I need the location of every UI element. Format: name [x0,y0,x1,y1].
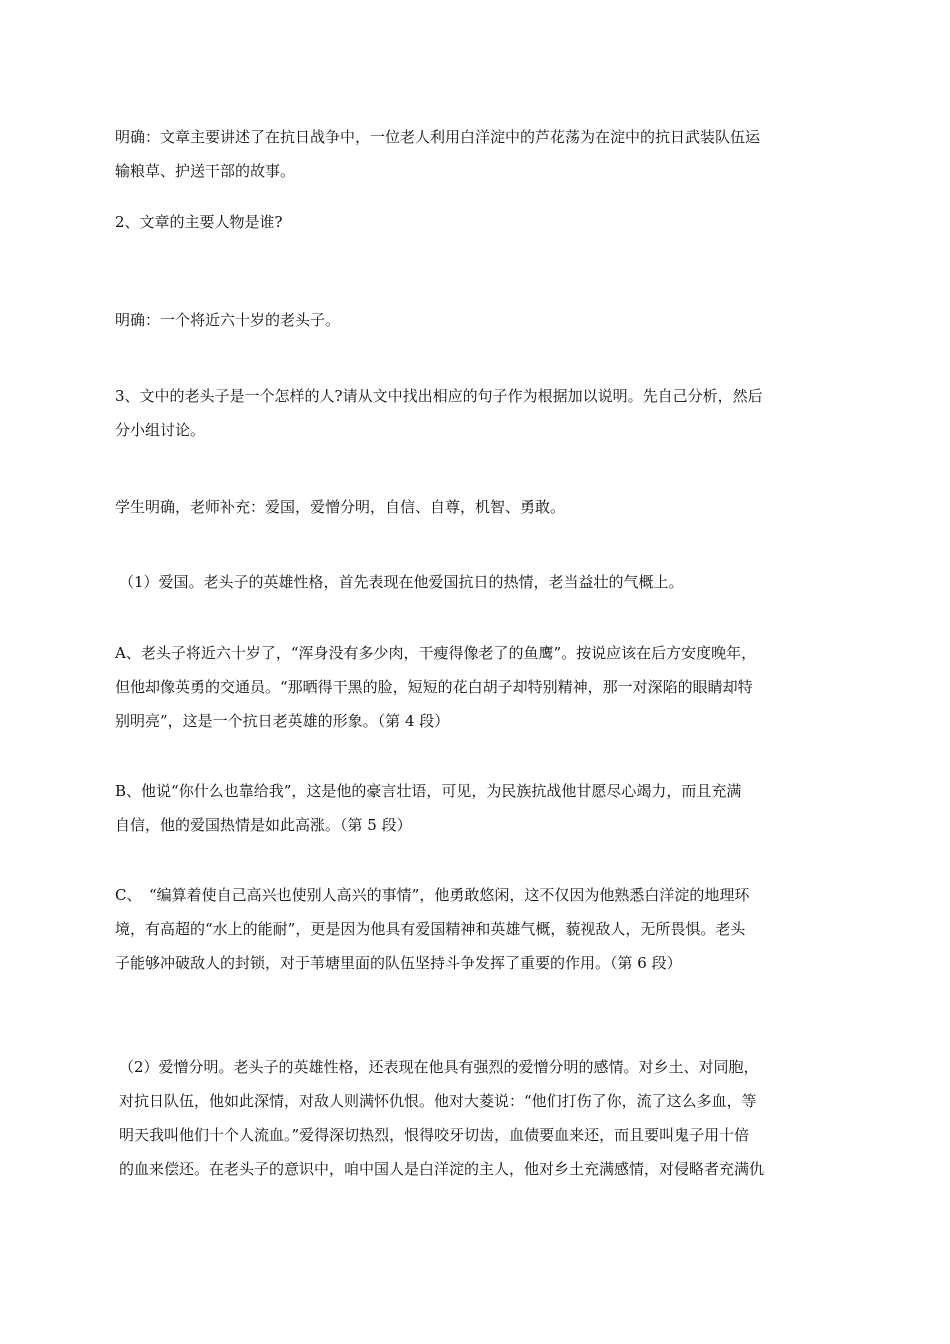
point-2 [119,1050,846,1186]
text-line: 境，有高超的“水上的能耐”，更是因为他具有爱国精神和英雄气概，藐视敌人，无所畏惧。老头 [115,920,746,938]
text-line: （1）爱国。老头子的英雄性格，首先表现在他爱国抗日的热情，老当益壮的气概上。 [119,573,684,591]
question-3 [115,379,842,447]
point-1-heading [119,565,846,599]
text-line: A、老头子将近六十岁了，“浑身没有多少肉，干瘦得像老了的鱼鹰”。按说应该在后方安度晚年， [115,644,757,662]
text-line: 学生明确，老师补充：爱国，爱憎分明，自信、自尊，机智、勇敢。 [115,498,566,516]
point-b [115,774,842,842]
text-line: 明确：一个将近六十岁的老头子。 [115,311,341,329]
text-line: 对抗日队伍，他如此深情，对敌人则满怀仇恨。他对大菱说：“他们打伤了你，流了这么多血，等 [119,1092,757,1110]
text-line: 但他却像英勇的交通员。“那晒得干黑的脸，短短的花白胡子却特别精神，那一对深陷的眼睛却特 [115,678,753,696]
text-line: 明确：文章主要讲述了在抗日战争中，一位老人利用白洋淀中的芦花荡为在淀中的抗日武装队伍运 [115,128,761,146]
text-line: 输粮草、护送干部的故事。 [115,162,296,180]
text-line: 子能够冲破敌人的封锁，对于苇塘里面的队伍坚持斗争发挥了重要的作用。（第 6 段） [115,954,682,972]
text-line: 别明亮”，这是一个抗日老英雄的形象。（第 4 段） [115,712,450,730]
text-line: 自信，他的爱国热情是如此高涨。（第 5 段） [115,816,412,834]
text-line: （2）爱憎分明。老头子的英雄性格，还表现在他具有强烈的爱憎分明的感情。对乡土、对同胞， [119,1058,759,1076]
text-line: 明天我叫他们十个人流血。”爱得深切热烈，恨得咬牙切齿，血债要血来还，而且要叫鬼子用十倍 [119,1126,750,1144]
point-a [115,636,842,738]
paragraph-summary-answer [115,120,842,188]
text-line: 3、文中的老头子是一个怎样的人?请从文中找出相应的句子作为根据加以说明。先自己分析，然后 [115,387,763,405]
text-line: C、 “编算着使自己高兴也使别人高兴的事情”，他勇敢悠闲，这不仅因为他熟悉白洋淀的地理环 [115,886,750,904]
answer-3-summary [115,490,842,524]
text-line: 2、文章的主要人物是谁? [115,213,283,231]
text-line: 的血来偿还。在老头子的意识中，咱中国人是白洋淀的主人，他对乡土充满感情，对侵略者充满仇 [119,1160,765,1178]
question-2 [115,205,842,239]
text-line: B、他说“你什么也靠给我”，这是他的豪言壮语，可见，为民族抗战他甘愿尽心竭力，而且充满 [115,782,742,800]
answer-2 [115,303,842,337]
text-line: 分小组讨论。 [115,421,206,439]
point-c [115,878,842,980]
